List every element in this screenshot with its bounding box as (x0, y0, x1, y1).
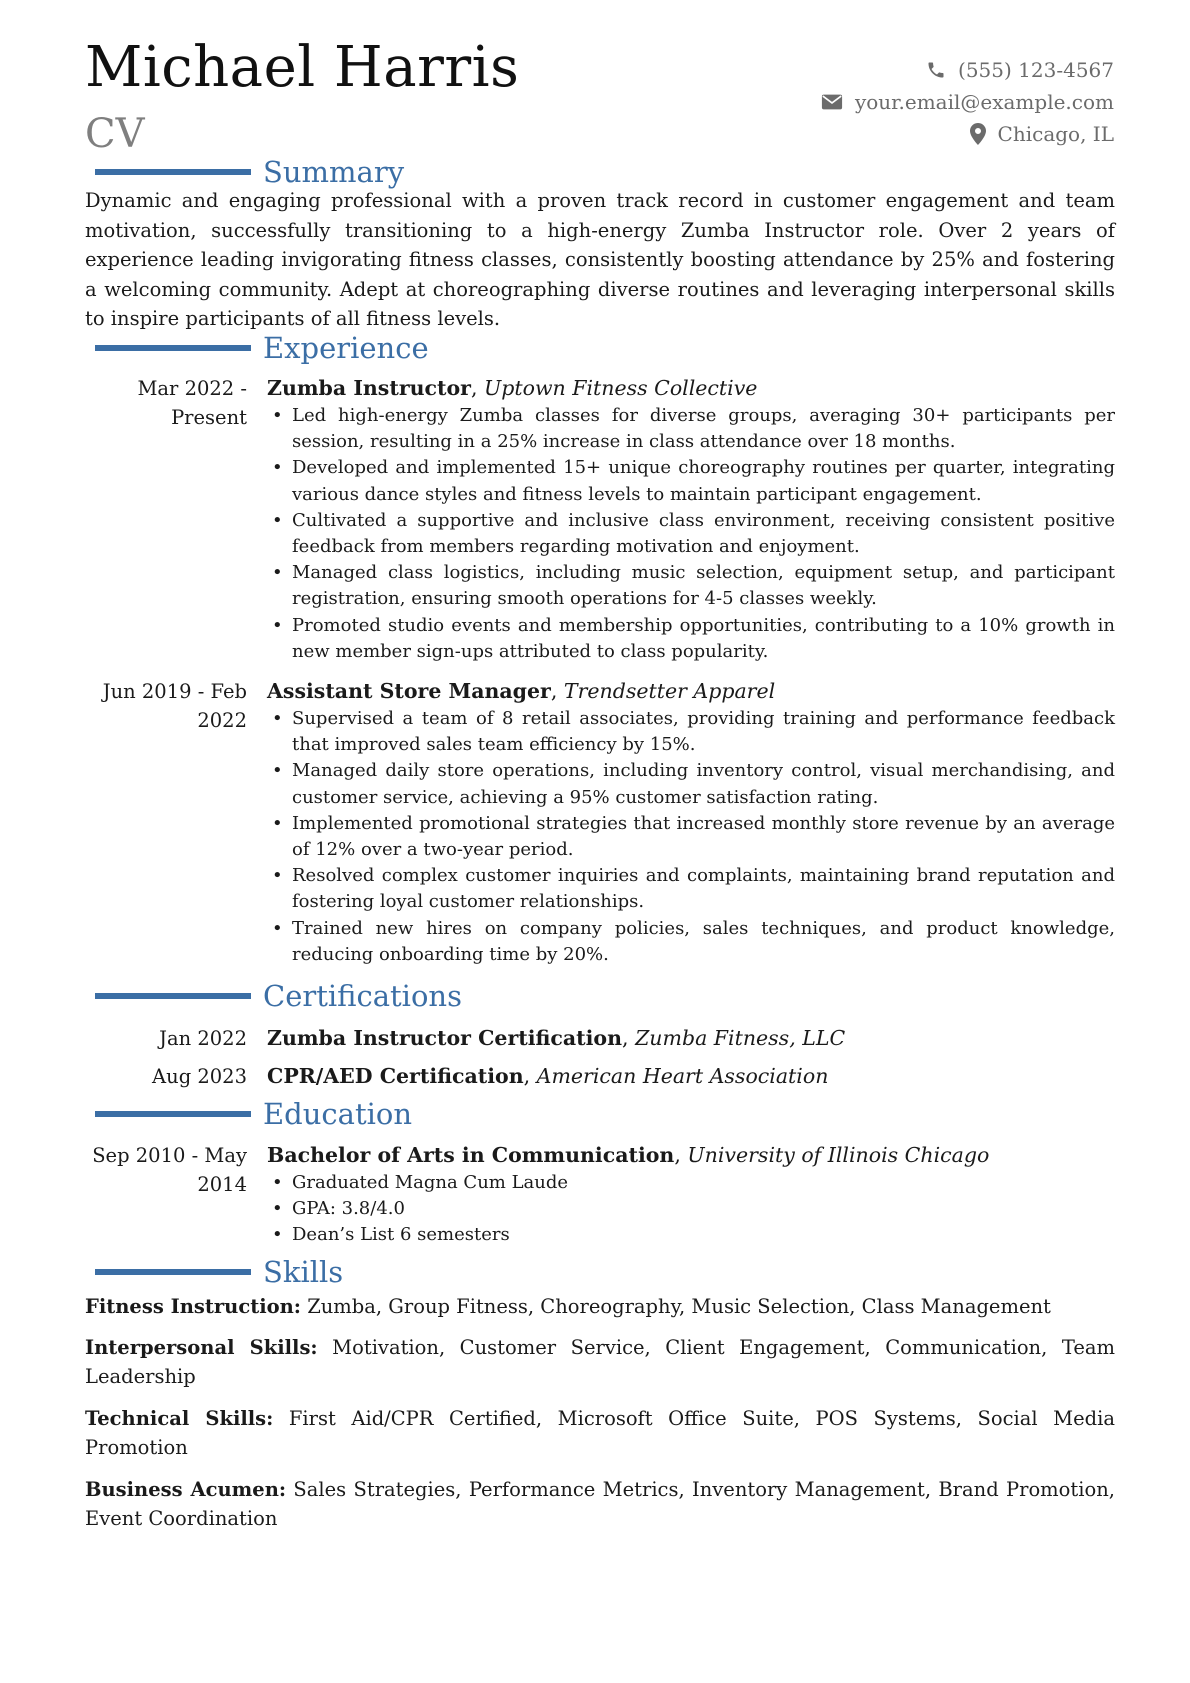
location-text: Chicago, IL (997, 122, 1114, 146)
institution: University of Illinois Chicago (687, 1143, 990, 1167)
section-bar (95, 1269, 251, 1275)
list-item: • Managed class logistics, including music selection, equipment setup, and participant registration, ensuring smooth operations for 4-5 classes weekly. (267, 560, 1115, 612)
section-certifications-heading (95, 978, 462, 1014)
skill-label: Technical Skills: (85, 1407, 274, 1430)
entry-date: Jun 2019 - Feb 2022 (102, 680, 247, 732)
bullet-list (267, 403, 1115, 665)
job-title: Zumba Instructor (267, 376, 471, 400)
entry-heading: Bachelor of Arts in Communication, University of Illinois Chicago (267, 1143, 990, 1167)
list-item: • Resolved complex customer inquiries and complaints, maintaining brand reputation and fostering loyal customer relationships. (267, 863, 1115, 915)
list-item: • Dean’s List 6 semesters (267, 1222, 1115, 1248)
entry-body (267, 1062, 1115, 1091)
section-bar (95, 345, 251, 351)
entry-heading: Assistant Store Manager, Trendsetter Apparel (267, 679, 776, 703)
list-item: • Managed daily store operations, including inventory control, visual merchandising, and customer service, achieving a 95% customer satisfaction rating. (267, 758, 1115, 810)
summary-text: Dynamic and engaging professional with a proven track record in customer engagement and team motivation, successfully transitioning to a high-energy Zumba Instructor role. Over 2 years of experience leading invigorating fitness classes, consistently boosting attendance by 25% and fostering a welcoming community. Adept at choreographing diverse routines and leveraging interpersonal skills to inspire participants of all fitness levels. (85, 189, 1115, 330)
list-item: • Graduated Magna Cum Laude (267, 1170, 1115, 1196)
entry-body (267, 374, 1115, 665)
certification-issuer: American Heart Association (536, 1064, 829, 1088)
degree: Bachelor of Arts in Communication (267, 1143, 675, 1167)
list-item: • Promoted studio events and membership opportunities, contributing to a 10% growth in new member sign-ups attributed to class popularity. (267, 613, 1115, 665)
contact-email (821, 86, 1114, 118)
list-item: • Supervised a team of 8 retail associates, providing training and performance feedback that improved sales team efficiency by 15%. (267, 706, 1115, 758)
certification-name: Zumba Instructor Certification (267, 1026, 623, 1050)
section-title: Experience (263, 331, 429, 365)
envelope-icon (821, 93, 843, 111)
entry-heading: Zumba Instructor Certification, Zumba Fitness, LLC (267, 1026, 846, 1050)
section-bar (95, 1111, 251, 1117)
contact-block (821, 54, 1114, 150)
bullet-list (267, 1170, 1115, 1249)
entry-date: Aug 2023 (152, 1065, 247, 1088)
list-item: • Led high-energy Zumba classes for diverse groups, averaging 30+ participants per session, resulting in a 25% increase in class attendance over 18 months. (267, 403, 1115, 455)
phone-text: (555) 123-4567 (958, 58, 1114, 82)
skill-row-interpersonal (85, 1333, 1115, 1391)
section-title: Certifications (263, 979, 462, 1013)
section-title: Education (263, 1097, 413, 1131)
phone-icon (926, 60, 946, 80)
skill-value: First Aid/CPR Certified, Microsoft Office Suite, POS Systems, Social Media Promotion (85, 1407, 1115, 1459)
skill-label: Business Acumen: (85, 1478, 287, 1501)
certification-entry-1 (85, 1024, 1115, 1054)
certification-issuer: Zumba Fitness, LLC (635, 1026, 846, 1050)
job-title: Assistant Store Manager (267, 679, 551, 703)
document-subtitle: CV (85, 111, 145, 157)
section-title: Skills (263, 1255, 344, 1289)
bullet-list (267, 706, 1115, 968)
section-bar (95, 993, 251, 999)
list-item: • Developed and implemented 15+ unique choreography routines per quarter, integrating various dance styles and fitness levels to maintain participant engagement. (267, 455, 1115, 507)
contact-phone (821, 54, 1114, 86)
list-item: • Cultivated a supportive and inclusive class environment, receiving consistent positive feedback from members regarding motivation and enjoyment. (267, 508, 1115, 560)
list-item: • Trained new hires on company policies, sales techniques, and product knowledge, reducing onboarding time by 20%. (267, 916, 1115, 968)
employer: Uptown Fitness Collective (484, 376, 758, 400)
list-item: • GPA: 3.8/4.0 (267, 1196, 1115, 1222)
section-skills-heading (95, 1254, 343, 1290)
entry-date: Sep 2010 - May 2014 (92, 1144, 247, 1196)
skill-row-fitness (85, 1292, 1115, 1321)
section-education-heading (95, 1096, 412, 1132)
entry-date: Mar 2022 - Present (137, 377, 247, 429)
entry-date: Jan 2022 (159, 1027, 247, 1050)
entry-body (267, 1024, 1115, 1053)
certification-entry-2 (85, 1062, 1115, 1092)
skill-row-business (85, 1475, 1115, 1533)
list-item: • Implemented promotional strategies that increased monthly store revenue by an average of 12% over a two-year period. (267, 811, 1115, 863)
skill-value: Motivation, Customer Service, Client Engagement, Communication, Team Leadership (85, 1336, 1115, 1388)
certification-name: CPR/AED Certification (267, 1064, 524, 1088)
skill-label: Fitness Instruction: (85, 1295, 301, 1318)
entry-heading: CPR/AED Certification, American Heart Association (267, 1064, 829, 1088)
section-bar (95, 169, 251, 175)
skill-value: Zumba, Group Fitness, Choreography, Music Selection, Class Management (307, 1295, 1051, 1318)
section-title: Summary (263, 155, 405, 189)
skill-value: Sales Strategies, Performance Metrics, Inventory Management, Brand Promotion, Event Coordination (85, 1478, 1115, 1530)
entry-heading: Zumba Instructor, Uptown Fitness Collective (267, 376, 758, 400)
employer: Trendsetter Apparel (563, 679, 776, 703)
section-summary-heading (95, 154, 404, 190)
skill-row-technical (85, 1404, 1115, 1462)
entry-body (267, 1141, 1115, 1249)
section-experience-heading (95, 330, 429, 366)
entry-body (267, 677, 1115, 968)
skill-label: Interpersonal Skills: (85, 1336, 318, 1359)
contact-location (821, 118, 1114, 150)
candidate-name: Michael Harris (85, 35, 520, 100)
map-marker-icon (970, 123, 986, 145)
email-link[interactable]: your.email@example.com (854, 90, 1114, 114)
